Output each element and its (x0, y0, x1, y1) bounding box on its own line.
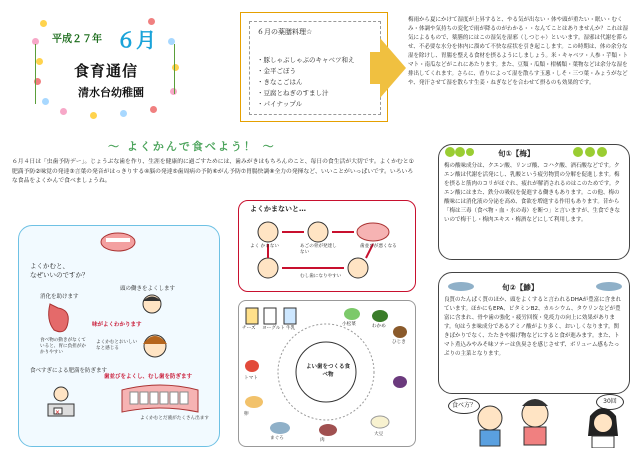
cartoon-woman-icon (578, 406, 628, 448)
ume-fruit-icon (444, 146, 474, 158)
consequence-caption: よく かまない (250, 244, 280, 249)
recipe-item: ・パイナップル (257, 100, 303, 108)
child-face-icon (140, 292, 164, 314)
recipe-item: ・きなこごはん (257, 78, 303, 86)
aji-description: 良質のたんぱく質のほか、頭をよくすると言われるDHAが豊富に含まれています。ほかにもEPA、ビタミンB2、カルシウム、タウリンなどが豊富に含まれ、骨や歯の強化・疲労回復・免疫力の向上に効果があります。旬はうま味成分であるアミノ酸がより多く、おいしくなります。関きばかりでなく、たたきや揚げ物などにすると食が進みます。また、トマト煮込みやみそ味ソテーは魚臭さを感じさせず、ボリューム感もたっぷりの主菜となります。 (444, 297, 622, 357)
recipe-item: ・豆腐とねぎのすまし汁 (257, 89, 329, 97)
recipe-list (257, 55, 355, 110)
consequence-caption: 歯並びが悪くなる (360, 244, 397, 249)
speech-bubble: 30回 (596, 394, 624, 410)
chew-label-teeth: 歯並びをよくし、むし歯を防ぎます (104, 374, 193, 380)
consequence-title: よくかまないと… (250, 205, 306, 213)
chew-label-taste: 味がよくわかります (92, 322, 142, 328)
chew-label-obesity: 食べすぎによる肥満を防ぎます (30, 368, 108, 374)
girl-face-icon (140, 330, 170, 360)
ume-title: 旬①【梅】 (498, 149, 535, 158)
seasonal-explanation: 梅雨から夏にかけて湿度が上昇すると、やる気が出ない・体や頭が重たい・眠い・むくみ・体調や気持ちの変化で雨が降るのがわかる・・なんてことはありませんか？これは湿気によるもので、薬膳的にはこの湿気を湿邪（しつじゃ）といいます。湿邪は代謝を滞らせ、不必要な水分を体内に溜めて不快な症状を引き起こします。この時期は、体の余分な湿を除けし、胃腸を整える食材を摂るようにしましょう。米・キャベツ・人参・芋類・トマト・南瓜などがこれにあたります。また、豆類・瓜類・柑橘類・葉物などは余分な湿を排出してくれます。さらに、香りによって湿を散らす玉葱・しそ・三つ葉・みょうがなどや、発汗させて湿を散らす生姜・ねぎなどを合わせて摂るのも効果的です。 (408, 17, 629, 86)
newsletter-title: 食育通信 (74, 62, 139, 80)
chew-note: よくかむとだ液がたくさん出ます (140, 416, 209, 421)
food-label: まぐろ (270, 436, 284, 441)
intro-paragraph: ６月４日は「虫歯予防デー」。じょうぶな歯を作り、生涯を健康的に過ごすためには、歯みがきはもちろんのこと、毎日の食生活が大切です。よくかむと①肥満予防②味覚の発達③言葉の発音がはっきりする④脳の発達⑤歯周病の予防⑥がん予防⑦胃腸快調⑧全力の発揮など、いいことがいっぱいです。いろいろな食品をよくかんで食べましょうね。 (12, 159, 414, 184)
month-label: ６月 (116, 28, 156, 52)
food-label: 大豆 (374, 432, 384, 437)
chew-question: よくかむと、 なぜいいのですか？ (30, 262, 89, 279)
food-label: 牛乳 (286, 326, 296, 331)
recipe-item: ・金平ごぼう (257, 67, 296, 75)
title-block (30, 8, 180, 118)
mouth-icon (100, 232, 136, 252)
chew-note: よくかむとおいしいなと感じる (96, 340, 138, 351)
chew-note: 食べ物の動きがなくていると、胃に負担がかかりやすい (40, 338, 86, 355)
food-label: わかめ (372, 324, 386, 329)
consequence-caption: あごの骨が発達しない (300, 244, 337, 255)
cartoon-chef-icon (512, 396, 558, 448)
speech-bubble: 食べ方？ (448, 398, 480, 414)
fish-icon (596, 282, 622, 291)
food-label: 小松菜 (342, 322, 356, 327)
food-label: 卵 (244, 412, 249, 417)
chew-label-brain: 頭の働きをよくします (120, 286, 176, 292)
food-wheel-center: よい歯をつくる食べ物 (306, 364, 351, 378)
arrow-head-icon (380, 38, 406, 98)
teeth-row-icon (120, 384, 200, 414)
stomach-icon (44, 302, 72, 336)
school-name: 清水台幼稚園 (78, 86, 144, 99)
recipe-title: ６月の薬膳料理☆ (257, 28, 313, 36)
recipe-box (240, 12, 388, 122)
ume-fruit-icon (572, 146, 612, 158)
chew-label-digestion: 消化を助けます (40, 294, 79, 300)
svg-text:×: × (55, 409, 61, 416)
food-label: ひじき (392, 340, 406, 345)
food-label: トマト (244, 376, 258, 381)
cartoon-character-icon (470, 402, 510, 448)
food-label: 肉 (320, 438, 325, 443)
food-label: チーズ (242, 326, 256, 331)
food-label: ヨーグルト (262, 326, 285, 331)
year-label: 平成２７年 (52, 34, 102, 45)
ume-description: 梅の酸味成分は、クエン酸、リンゴ酸、コハク酸、酒石酸などです。クエン酸は代謝を活発にし、乳酸という疲労物質の分解を促進します。梅を摂ると筋肉のコリがほぐれ、疲れが解消されるのはこのためです。クエン酸にはまた、鉄分の吸収を促進する働きもあります。この他、梅の酸味には消化液の分泌を高め、食欲を増進する作用もあります。昔から「梅は三毒（食べ物・血・水の毒）を断つ」と言いますが、生食できないので梅干し・梅肉エキス・梅酒などにして利用します。 (444, 163, 621, 223)
section-banner: ～ よくかんで食べよう！ ～ (108, 140, 276, 153)
consequence-caption: むし歯になりやすい (300, 274, 342, 279)
recipe-item: ・豚しゃぶしゃぶのキャベツ和え (257, 56, 355, 64)
fish-icon (448, 282, 474, 291)
aji-title: 旬②【鯵】 (502, 283, 539, 292)
scale-icon (46, 384, 76, 418)
